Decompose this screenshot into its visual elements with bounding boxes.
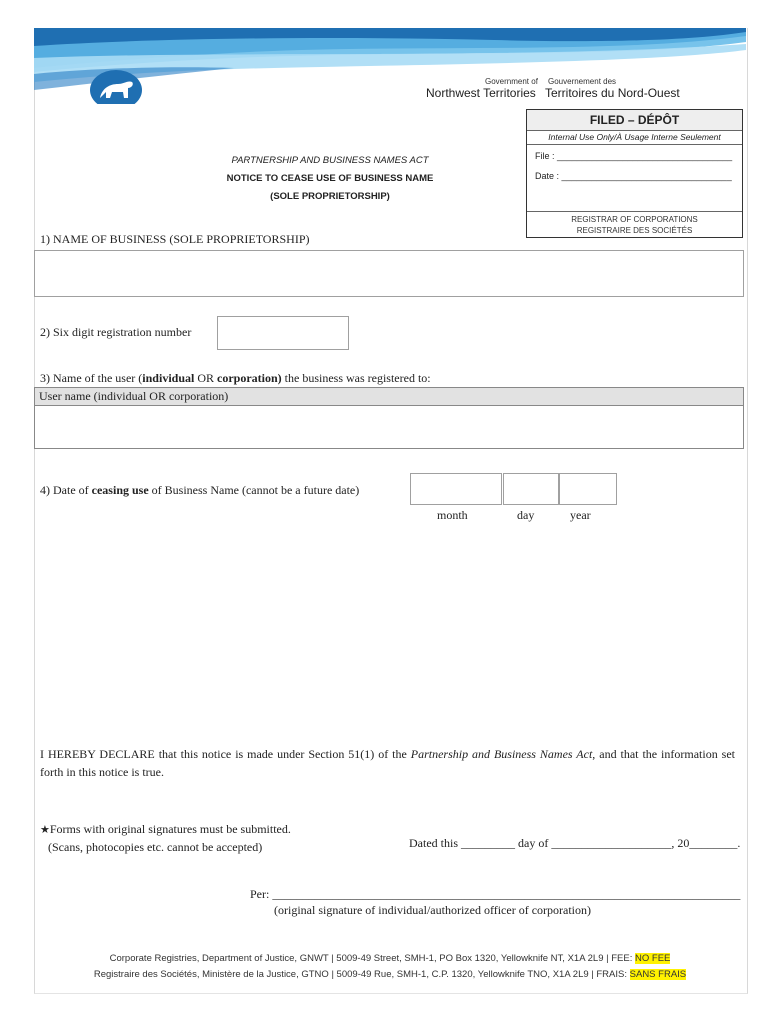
declaration-text: I HEREBY DECLARE that this notice is made under Section 51(1) of the Partnership and Business Names Act, and that the information set forth in this notice is true. — [40, 747, 735, 779]
form-title — [170, 152, 490, 206]
footer-line-en: Corporate Registries, Department of Justice, GNWT | 5009-49 Street, SMH-1, PO Box 1320, Yellowknife NT, X1A 2L9 | FEE: NO FEE — [109, 953, 671, 964]
gov-fr-line2: Territoires du Nord-Ouest — [545, 86, 680, 100]
month-caption: month — [437, 508, 468, 522]
fee-highlight: NO FEE — [635, 953, 671, 964]
gov-en-line1: Government of — [485, 77, 538, 86]
filed-box — [526, 109, 743, 238]
registrar-fr: REGISTRAIRE DES SOCIÉTÉS — [576, 226, 693, 235]
registration-number-field[interactable] — [217, 316, 349, 350]
signature-note-line1: Forms with original signatures must be submitted. — [49, 822, 291, 836]
month-field[interactable] — [410, 473, 502, 505]
filed-file-line: File : ___________________________________ — [535, 151, 733, 161]
filed-subtitle: Internal Use Only/À Usage Interne Seulement — [527, 131, 742, 145]
footer-line-fr: Registraire des Sociétés, Ministère de la Justice, GTNO | 5009-49 Rue, SMH-1, C.P. 1320, Yellowknife TNO, X1A 2L9 | FRAIS: SANS FRAIS — [93, 969, 687, 980]
registrar-label — [527, 211, 742, 236]
per-caption: (original signature of individual/authorized officer of corporation) — [274, 903, 592, 917]
footer — [34, 951, 746, 983]
notice-type: (SOLE PROPRIETORSHIP) — [270, 191, 390, 202]
polar-bear-logo-icon — [88, 64, 144, 104]
gov-en-line2: Northwest Territories — [426, 86, 536, 100]
day-caption: day — [517, 508, 535, 522]
per-signature-line[interactable]: Per: ______________________________________________________________________________ — [250, 887, 741, 901]
notice-title: NOTICE TO CEASE USE OF BUSINESS NAME — [226, 173, 434, 184]
registrar-en: REGISTRAR OF CORPORATIONS — [571, 215, 698, 224]
signature-note-line2: (Scans, photocopies etc. cannot be accepted) — [48, 840, 263, 854]
user-name-table — [34, 387, 744, 449]
user-name-label: 3) Name of the user (individual OR corporation) the business was registered to: — [40, 371, 431, 385]
day-field[interactable] — [503, 473, 559, 505]
frais-highlight: SANS FRAIS — [629, 969, 687, 980]
business-name-label: 1) NAME OF BUSINESS (SOLE PROPRIETORSHIP) — [40, 232, 310, 246]
filed-date-line: Date : __________________________________ — [535, 171, 732, 181]
user-name-field[interactable] — [35, 406, 743, 448]
year-field[interactable] — [559, 473, 617, 505]
user-name-header: User name (individual OR corporation) — [35, 388, 743, 406]
business-name-field[interactable] — [34, 250, 744, 297]
dated-line[interactable]: Dated this _________ day of ____________________, 20________. — [409, 836, 741, 850]
star-icon: ★ — [40, 824, 50, 836]
registration-number-label: 2) Six digit registration number — [40, 325, 192, 339]
year-caption: year — [570, 508, 591, 522]
filed-title: FILED – DÉPÔT — [527, 110, 742, 131]
cease-date-label: 4) Date of ceasing use of Business Name (cannot be a future date) — [40, 483, 360, 497]
act-title: PARTNERSHIP AND BUSINESS NAMES ACT — [231, 155, 429, 166]
signature-note — [40, 821, 291, 856]
gov-fr-line1: Gouvernement des — [548, 77, 617, 86]
